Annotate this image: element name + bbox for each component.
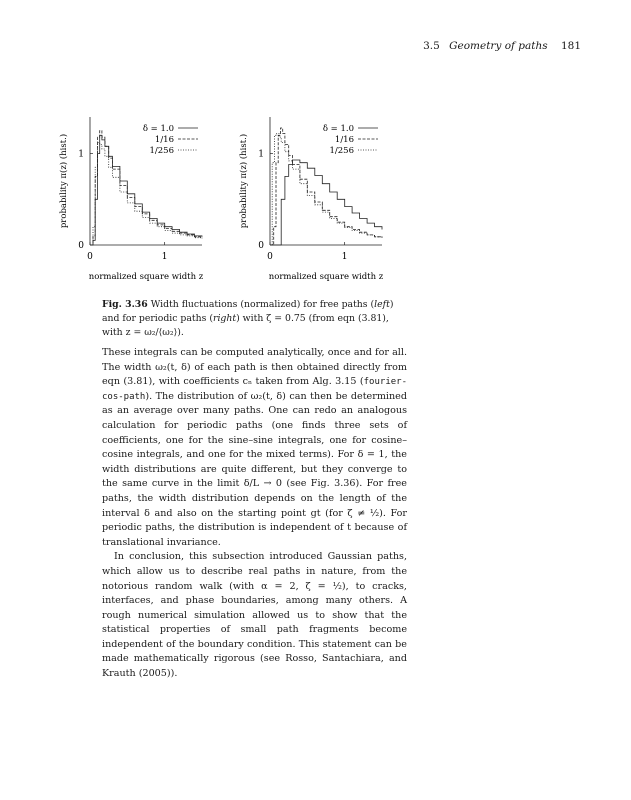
y-axis-label: probability π(z) (hist.) [59,133,69,229]
legend-label: δ = 1.0 [142,124,174,134]
section-title: Geometry of paths [449,40,548,52]
series-dotted [90,143,202,245]
page-number: 181 [560,40,581,52]
caption-right: right [213,313,237,324]
section-number: 3.5 [423,40,440,52]
page-header [423,40,581,52]
caption-text-3: ) with ζ = 0.75 (from eqn (3.81), with z = ω₂/⟨ω₂⟩). [102,313,389,338]
y-tick-label: 0 [258,241,264,251]
legend-label: δ = 1.0 [322,124,354,134]
series-dotted [270,134,382,246]
series-solid [90,135,202,245]
paragraph-1 [102,346,407,550]
x-tick-label: 0 [267,252,273,262]
algorithm-name: fourier-cos-path [102,377,407,402]
paragraph-1-b: ). The distribution of ω₂(t, δ) can then be determined as an average over many paths. One can redo an analogous calculation for periodic paths (one finds three sets of coefficients, one for the sine–sine integrals, one for cosine–cosine integrals, and one for the mixed terms). For δ = 1, the width distributions are quite different, but they converge to the same curve in the limit δ/L → 0 (see Fig. 3.36). For free paths, the width distribution depends on the length of the interval δ and also on the starting point gt (for ζ ≠ ½). For periodic paths, the distribution is independent of t because of translational invariance. [102,390,407,548]
series-dashed [270,128,382,245]
y-axis-label: probability π(z) (hist.) [239,133,249,229]
caption-label: Fig. 3.36 [102,299,148,310]
legend-label: 1/16 [334,135,354,145]
left-panel [58,117,204,282]
y-tick-label: 0 [78,241,84,251]
figure-caption [102,298,402,340]
x-tick-label: 1 [161,252,168,262]
caption-text-1: Width fluctuations (normalized) for free paths ( [150,299,375,310]
paragraph-1-a: These integrals can be computed analytically, once and for all. The width ω₂(t, δ) of each path is then obtained directly from eqn (3.81), with coefficients cₙ taken from Alg. 3.15 ( [102,347,407,388]
legend-label: 1/16 [154,135,174,145]
x-axis-label: normalized square width z [268,272,384,282]
caption-text-2: ) and for periodic paths ( [102,299,394,324]
legend-label: 1/256 [149,146,174,156]
caption-left: left [374,299,390,310]
x-tick-label: 1 [341,252,348,262]
x-axis-label: normalized square width z [88,272,204,282]
figure-3-36 [50,105,430,295]
figure-plots [50,105,430,295]
series-dashed [90,131,202,245]
right-panel [238,117,384,282]
paragraph-2: In conclusion, this subsection introduced Gaussian paths, which allow us to describe real paths in nature, from the notorious random walk (with α = 2, ζ = ½), to cracks, interfaces, and phase boundaries, among many others. A rough numerical simulation allowed us to show that the statistical properties of small path fragments become independent of the boundary condition. This statement can be made mathematically rigorous (see Rosso, Santachiara, and Krauth (2005)). [102,551,407,680]
x-tick-label: 0 [87,252,93,262]
y-tick-label: 1 [78,149,84,160]
y-tick-label: 1 [258,149,264,160]
body-text [102,346,407,682]
legend-label: 1/256 [329,146,354,156]
